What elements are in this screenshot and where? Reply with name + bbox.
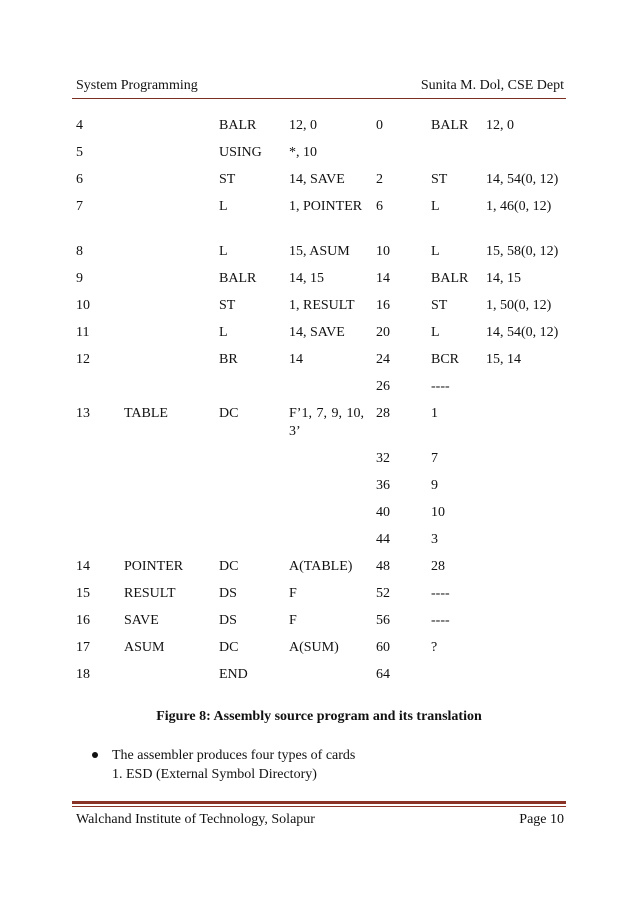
machine-operand-cell: 1, 50(0, 12) bbox=[486, 298, 552, 313]
table-row bbox=[70, 240, 578, 267]
machine-opcode-cell: L bbox=[431, 199, 440, 214]
machine-operand-cell bbox=[480, 663, 578, 690]
label-cell bbox=[118, 528, 213, 555]
statement-number bbox=[70, 474, 118, 501]
operand-cell: 12, 0 bbox=[289, 118, 317, 133]
operand-cell: 14, SAVE bbox=[289, 172, 345, 187]
opcode-cell: BALR bbox=[219, 271, 257, 286]
table-row bbox=[70, 528, 578, 555]
statement-number: 16 bbox=[76, 613, 90, 628]
statement-number bbox=[70, 501, 118, 528]
machine-operand-cell: 1, 46(0, 12) bbox=[486, 199, 552, 214]
address-cell: 56 bbox=[376, 613, 390, 628]
table-row bbox=[70, 555, 578, 582]
machine-opcode-cell: 3 bbox=[431, 532, 438, 547]
table-row bbox=[70, 195, 578, 240]
label-cell bbox=[118, 195, 213, 240]
statement-number bbox=[70, 528, 118, 555]
operand-cell bbox=[283, 375, 370, 402]
machine-opcode-cell: ---- bbox=[431, 379, 450, 394]
statement-number: 18 bbox=[76, 667, 90, 682]
table-row bbox=[70, 375, 578, 402]
operand-cell: *, 10 bbox=[289, 145, 317, 160]
machine-opcode-cell: ? bbox=[431, 640, 438, 655]
table-row bbox=[70, 402, 578, 447]
machine-operand-cell bbox=[480, 636, 578, 663]
label-cell bbox=[118, 267, 213, 294]
opcode-cell: BALR bbox=[219, 118, 257, 133]
machine-operand-cell bbox=[480, 447, 578, 474]
label-cell bbox=[118, 501, 213, 528]
table-row bbox=[70, 582, 578, 609]
statement-number: 4 bbox=[76, 118, 83, 133]
opcode-cell: L bbox=[219, 199, 228, 214]
label-cell bbox=[118, 348, 213, 375]
footer-rule-thin bbox=[72, 806, 566, 807]
operand-cell: F bbox=[289, 586, 297, 601]
machine-opcode-cell: 10 bbox=[431, 505, 445, 520]
table-row bbox=[70, 141, 578, 168]
address-cell: 6 bbox=[376, 199, 383, 214]
machine-operand-cell: 14, 54(0, 12) bbox=[486, 172, 559, 187]
machine-operand-cell bbox=[480, 528, 578, 555]
operand-cell: 1, POINTER bbox=[289, 199, 363, 214]
label-cell bbox=[118, 168, 213, 195]
footer-page-number: Page 10 bbox=[519, 812, 564, 827]
label-cell: TABLE bbox=[124, 406, 168, 421]
table-row bbox=[70, 348, 578, 375]
label-cell bbox=[118, 447, 213, 474]
operand-cell: A(TABLE) bbox=[289, 559, 353, 574]
address-cell: 36 bbox=[376, 478, 390, 493]
label-cell: ASUM bbox=[124, 640, 165, 655]
operand-cell: F’1, 7, 9, 10, 3’ bbox=[289, 406, 364, 439]
operand-cell bbox=[283, 528, 370, 555]
opcode-cell: DC bbox=[219, 406, 239, 421]
machine-opcode-cell: BCR bbox=[431, 352, 460, 367]
opcode-cell: BR bbox=[219, 352, 238, 367]
address-cell: 64 bbox=[376, 667, 390, 682]
statement-number: 15 bbox=[76, 586, 90, 601]
machine-operand-cell bbox=[480, 474, 578, 501]
machine-operand-cell: 15, 14 bbox=[486, 352, 521, 367]
machine-operand-cell: 14, 15 bbox=[486, 271, 521, 286]
machine-operand-cell bbox=[480, 582, 578, 609]
machine-opcode-cell bbox=[425, 141, 480, 168]
opcode-cell: ST bbox=[219, 172, 236, 187]
machine-opcode-cell: 7 bbox=[431, 451, 438, 466]
machine-operand-cell bbox=[480, 555, 578, 582]
statement-number: 14 bbox=[76, 559, 90, 574]
operand-cell bbox=[283, 663, 370, 690]
opcode-cell: DC bbox=[219, 559, 239, 574]
statement-number bbox=[70, 447, 118, 474]
label-cell bbox=[118, 375, 213, 402]
statement-number: 5 bbox=[76, 145, 83, 160]
assembly-table bbox=[70, 114, 578, 690]
table-row bbox=[70, 609, 578, 636]
machine-operand-cell: 12, 0 bbox=[486, 118, 514, 133]
machine-operand-cell bbox=[480, 609, 578, 636]
header-author: Sunita M. Dol, CSE Dept bbox=[420, 78, 564, 93]
operand-cell: 14, 15 bbox=[289, 271, 324, 286]
label-cell: SAVE bbox=[124, 613, 159, 628]
machine-opcode-cell: ---- bbox=[431, 586, 450, 601]
machine-opcode-cell bbox=[425, 663, 480, 690]
label-cell: RESULT bbox=[124, 586, 176, 601]
address-cell: 14 bbox=[376, 271, 390, 286]
table-row bbox=[70, 663, 578, 690]
bullet-dot-icon bbox=[92, 752, 98, 758]
address-cell: 20 bbox=[376, 325, 390, 340]
machine-opcode-cell: L bbox=[431, 244, 440, 259]
label-cell bbox=[118, 114, 213, 141]
bullet-item bbox=[92, 746, 355, 765]
statement-number: 12 bbox=[76, 352, 90, 367]
opcode-cell bbox=[213, 528, 283, 555]
label-cell bbox=[118, 141, 213, 168]
opcode-cell bbox=[213, 474, 283, 501]
statement-number: 10 bbox=[76, 298, 90, 313]
machine-opcode-cell: ---- bbox=[431, 613, 450, 628]
machine-opcode-cell: L bbox=[431, 325, 440, 340]
table-row bbox=[70, 501, 578, 528]
machine-operand-cell bbox=[480, 501, 578, 528]
machine-opcode-cell: 9 bbox=[431, 478, 438, 493]
machine-opcode-cell: 1 bbox=[431, 406, 438, 421]
label-cell bbox=[118, 663, 213, 690]
label-cell bbox=[118, 294, 213, 321]
statement-number: 17 bbox=[76, 640, 90, 655]
machine-operand-cell bbox=[480, 375, 578, 402]
address-cell: 40 bbox=[376, 505, 390, 520]
opcode-cell: DC bbox=[219, 640, 239, 655]
machine-opcode-cell: BALR bbox=[431, 271, 469, 286]
address-cell: 60 bbox=[376, 640, 390, 655]
address-cell: 2 bbox=[376, 172, 383, 187]
page-footer bbox=[76, 812, 564, 828]
label-cell: POINTER bbox=[124, 559, 184, 574]
bullet-list bbox=[92, 746, 355, 784]
header-course-title: System Programming bbox=[76, 78, 198, 93]
machine-operand-cell: 14, 54(0, 12) bbox=[486, 325, 559, 340]
opcode-cell: DS bbox=[219, 586, 237, 601]
opcode-cell: L bbox=[219, 325, 228, 340]
operand-cell bbox=[283, 474, 370, 501]
address-cell: 16 bbox=[376, 298, 390, 313]
opcode-cell: L bbox=[219, 244, 228, 259]
address-cell: 48 bbox=[376, 559, 390, 574]
machine-opcode-cell: ST bbox=[431, 172, 448, 187]
opcode-cell: USING bbox=[219, 145, 262, 160]
opcode-cell bbox=[213, 375, 283, 402]
address-cell: 24 bbox=[376, 352, 390, 367]
table-row bbox=[70, 294, 578, 321]
address-cell: 52 bbox=[376, 586, 390, 601]
operand-cell: 14, SAVE bbox=[289, 325, 345, 340]
footer-institute: Walchand Institute of Technology, Solapur bbox=[76, 812, 315, 827]
label-cell bbox=[118, 321, 213, 348]
address-cell: 44 bbox=[376, 532, 390, 547]
numbered-item: 1. ESD (External Symbol Directory) bbox=[112, 767, 317, 782]
opcode-cell bbox=[213, 447, 283, 474]
figure-caption: Figure 8: Assembly source program and its translation bbox=[156, 709, 482, 724]
operand-cell: A(SUM) bbox=[289, 640, 339, 655]
operand-cell bbox=[283, 447, 370, 474]
machine-opcode-cell: 28 bbox=[431, 559, 445, 574]
statement-number: 9 bbox=[76, 271, 83, 286]
header-rule bbox=[72, 98, 566, 99]
statement-number: 6 bbox=[76, 172, 83, 187]
table-row bbox=[70, 474, 578, 501]
operand-cell: 15, ASUM bbox=[289, 244, 350, 259]
operand-cell: F bbox=[289, 613, 297, 628]
address-cell: 10 bbox=[376, 244, 390, 259]
table-row bbox=[70, 114, 578, 141]
address-cell: 26 bbox=[376, 379, 390, 394]
address-cell bbox=[370, 141, 425, 168]
machine-opcode-cell: BALR bbox=[431, 118, 469, 133]
table-row bbox=[70, 447, 578, 474]
opcode-cell bbox=[213, 501, 283, 528]
machine-operand-cell: 15, 58(0, 12) bbox=[486, 244, 559, 259]
statement-number: 13 bbox=[76, 406, 90, 421]
opcode-cell: DS bbox=[219, 613, 237, 628]
operand-cell bbox=[283, 501, 370, 528]
address-cell: 28 bbox=[376, 406, 390, 421]
statement-number: 8 bbox=[76, 244, 83, 259]
opcode-cell: ST bbox=[219, 298, 236, 313]
label-cell bbox=[118, 240, 213, 267]
address-cell: 32 bbox=[376, 451, 390, 466]
table-row bbox=[70, 168, 578, 195]
page-header bbox=[76, 78, 564, 94]
table-row bbox=[70, 321, 578, 348]
statement-number: 7 bbox=[76, 199, 83, 214]
opcode-cell: END bbox=[219, 667, 248, 682]
table-row bbox=[70, 267, 578, 294]
operand-cell: 1, RESULT bbox=[289, 298, 355, 313]
statement-number: 11 bbox=[76, 325, 90, 340]
bullet-text: The assembler produces four types of cards bbox=[112, 748, 356, 763]
machine-operand-cell bbox=[480, 141, 578, 168]
label-cell bbox=[118, 474, 213, 501]
address-cell: 0 bbox=[376, 118, 383, 133]
operand-cell: 14 bbox=[289, 352, 303, 367]
statement-number bbox=[70, 375, 118, 402]
machine-operand-cell bbox=[480, 402, 578, 447]
machine-opcode-cell: ST bbox=[431, 298, 448, 313]
footer-rule-thick bbox=[72, 801, 566, 804]
table-row bbox=[70, 636, 578, 663]
